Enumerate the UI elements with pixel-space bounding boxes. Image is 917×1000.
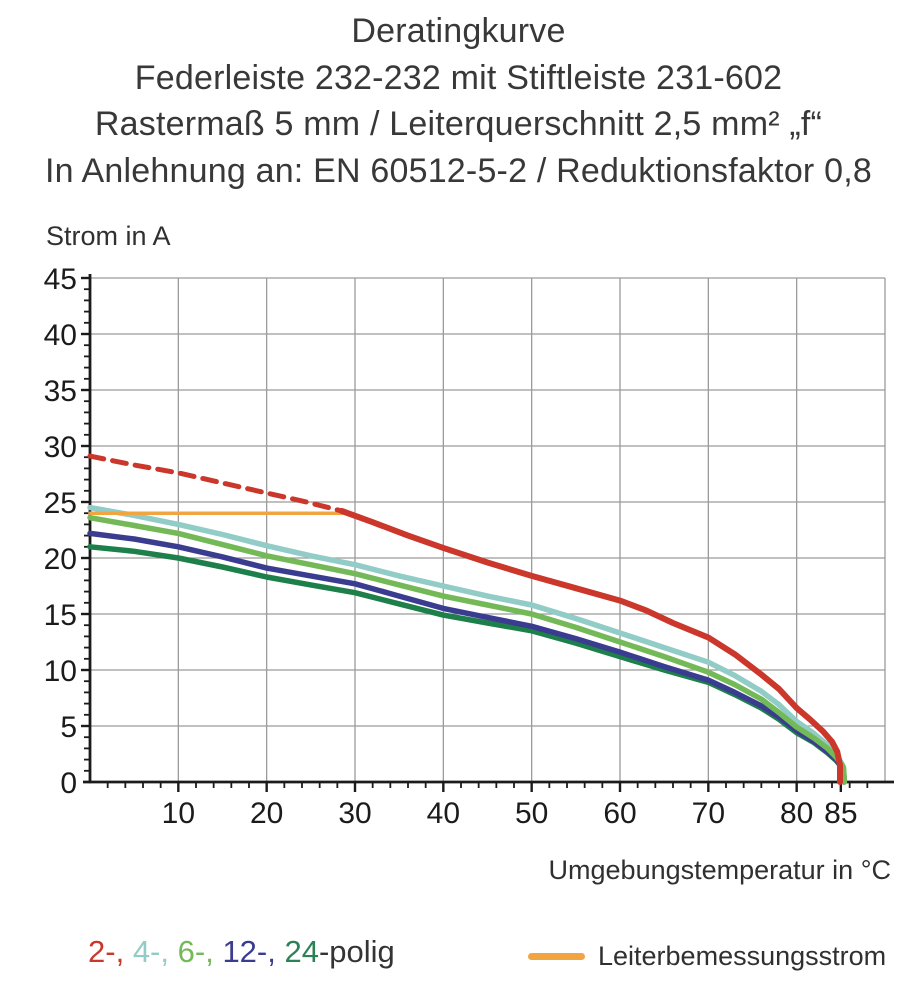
legend-poles-text	[88, 934, 319, 969]
x-tick-label: 80	[779, 797, 814, 830]
y-tick-label: 15	[43, 599, 77, 632]
x-axis-label: Umgebungstemperatur in °C	[548, 855, 891, 885]
leiterbemessungsstrom-label: Leiterbemessungsstrom	[598, 941, 887, 971]
title-line-4: In Anlehnung an: EN 60512-5-2 / Reduktionsfaktor 0,8	[45, 151, 872, 190]
tick-marks	[81, 278, 867, 792]
leiterbemessungsstrom-swatch	[528, 953, 585, 960]
legend-pole-4: 4-,	[132, 934, 169, 969]
y-tick-label: 45	[43, 263, 77, 296]
title-line-3: Rastermaß 5 mm / Leiterquerschnitt 2,5 mm² „f“	[94, 105, 823, 143]
title-line-1: Deratingkurve	[351, 12, 566, 50]
legend-poles	[88, 934, 395, 970]
y-tick-label: 20	[43, 543, 77, 576]
y-tick-label: 25	[43, 487, 77, 520]
series-lines	[90, 456, 844, 782]
x-tick-label: 30	[338, 797, 372, 830]
series-12-polig	[90, 533, 844, 782]
series-4-polig	[90, 508, 844, 782]
y-axis-label: Strom in A	[46, 221, 171, 251]
series-24-polig	[90, 547, 844, 782]
x-tick-label: 70	[691, 797, 726, 830]
x-tick-label: 85	[824, 797, 858, 830]
x-tick-label: 40	[426, 797, 461, 830]
title-line-2: Federleiste 232-232 mit Stiftleiste 231-602	[134, 58, 783, 97]
y-tick-label: 0	[60, 767, 77, 800]
y-tick-label: 5	[60, 711, 77, 744]
y-tick-label: 40	[43, 319, 77, 352]
legend-pole-24: 24	[284, 934, 319, 969]
x-tick-label: 50	[514, 797, 549, 830]
legend-leiterbemessungsstrom	[528, 941, 886, 972]
legend-pole-6: 6-,	[177, 934, 214, 969]
y-tick-label: 35	[43, 375, 77, 408]
x-tick-label: 20	[249, 797, 284, 830]
legend-poles-suffix: -polig	[318, 934, 395, 969]
y-tick-label: 30	[43, 431, 77, 464]
y-tick-label: 10	[43, 655, 77, 688]
series-2-polig-gestrichelt	[90, 456, 342, 511]
legend-pole-2: 2-,	[88, 934, 125, 969]
legend-pole-12: 12-,	[222, 934, 276, 969]
x-tick-label: 60	[603, 797, 637, 830]
x-tick-label: 10	[161, 797, 196, 830]
